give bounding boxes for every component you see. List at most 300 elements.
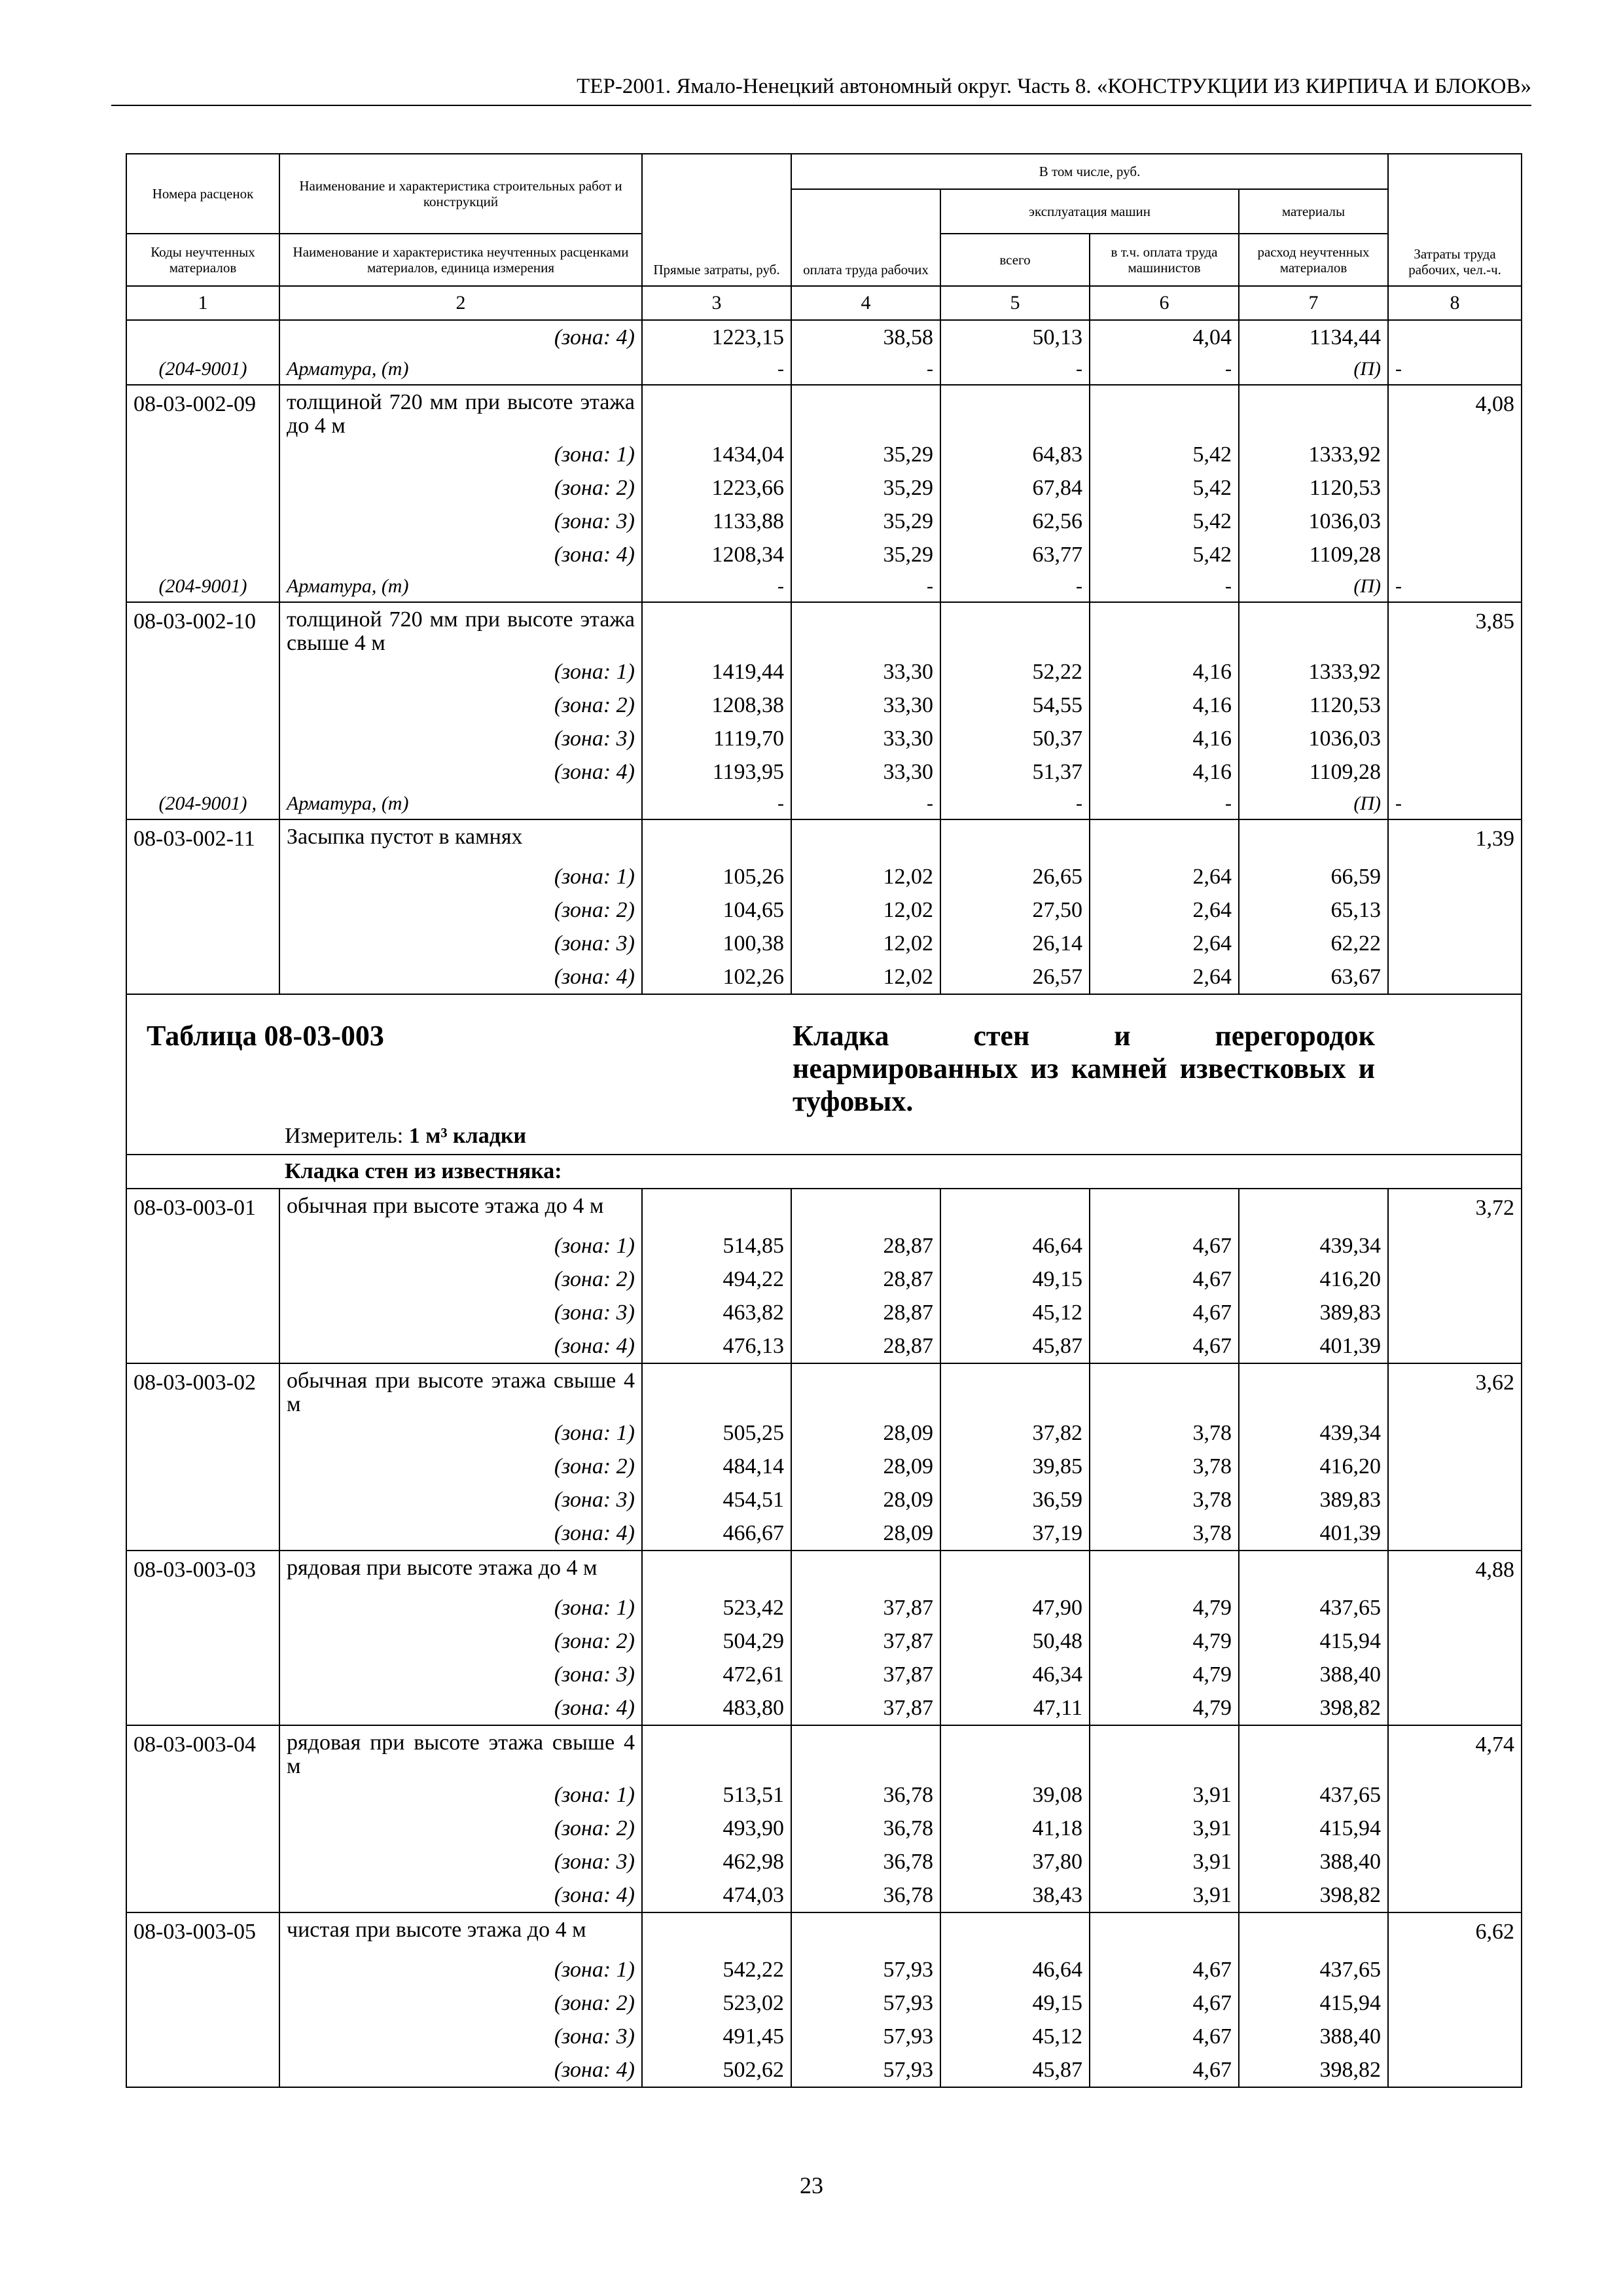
value-cell: 35,29 (791, 538, 940, 571)
zone-row (126, 538, 1522, 571)
value-cell: 416,20 (1239, 1450, 1388, 1483)
zone-label: (зона: 4) (279, 755, 642, 789)
code-cell (126, 1416, 279, 1450)
zone-label: (зона: 3) (279, 1658, 642, 1691)
col8-label: Затраты труда рабочих, чел.-ч. (1388, 154, 1522, 286)
value-cell: 28,87 (791, 1229, 940, 1263)
value-cell (940, 385, 1090, 438)
table-header (126, 154, 1522, 320)
value-cell: 462,98 (642, 1845, 791, 1878)
value-cell: 62,56 (940, 505, 1090, 538)
value-cell: 62,22 (1239, 927, 1388, 960)
value-cell (642, 1551, 791, 1591)
zone-label: (зона: 3) (279, 505, 642, 538)
machines-label: эксплуатация машин (940, 189, 1239, 234)
subheading-row (126, 1155, 1522, 1189)
value-cell: 41,18 (940, 1812, 1090, 1845)
value-cell (642, 1363, 791, 1416)
labor-cell (1388, 960, 1522, 994)
rate-code: 08-03-002-09 (126, 385, 279, 438)
value-cell: 1109,28 (1239, 755, 1388, 789)
value-cell (1090, 1725, 1239, 1778)
value-cell: 3,78 (1090, 1483, 1239, 1516)
value-cell: 398,82 (1239, 1878, 1388, 1912)
rate-code: 08-03-002-11 (126, 819, 279, 860)
zone-label: (зона: 1) (279, 1953, 642, 1986)
code-cell (126, 1329, 279, 1363)
value-cell: - (642, 354, 791, 385)
labor-cell (1388, 755, 1522, 789)
rate-description: толщиной 720 мм при высоте этажа до 4 м (279, 385, 642, 438)
value-cell: 2,64 (1090, 960, 1239, 994)
value-cell: 33,30 (791, 722, 940, 755)
rate-description: рядовая при высоте этажа до 4 м (279, 1551, 642, 1591)
rate-group-row (126, 1189, 1522, 1229)
value-cell: 437,65 (1239, 1953, 1388, 1986)
code-cell (126, 1591, 279, 1624)
value-cell: 57,93 (791, 1986, 940, 2020)
zone-row (126, 1329, 1522, 1363)
table-section-heading (126, 994, 1522, 1189)
labor-cell (1388, 1953, 1522, 1986)
value-cell: 401,39 (1239, 1329, 1388, 1363)
col3-label: Прямые затраты, руб. (642, 154, 791, 286)
page-header-title: ТЕР-2001. Ямало-Ненецкий автономный округ. Часть 8. «КОНСТРУКЦИИ ИЗ КИРПИЧА И БЛОКОВ» (577, 75, 1531, 98)
value-cell: 45,12 (940, 1296, 1090, 1329)
value-cell (642, 1725, 791, 1778)
value-cell: 4,16 (1090, 655, 1239, 689)
value-cell: 493,90 (642, 1812, 791, 1845)
zone-label: (зона: 3) (279, 2020, 642, 2053)
zone-label: (зона: 3) (279, 1483, 642, 1516)
value-cell: 67,84 (940, 471, 1090, 505)
value-cell: 5,42 (1090, 505, 1239, 538)
code-cell (126, 471, 279, 505)
labor-cell (1388, 1845, 1522, 1878)
code-cell (126, 1229, 279, 1263)
value-cell (1090, 819, 1239, 860)
code-cell (126, 893, 279, 927)
zone-row (126, 1812, 1522, 1845)
column-number: 7 (1239, 286, 1388, 320)
value-cell: 1119,70 (642, 722, 791, 755)
value-cell: 28,09 (791, 1483, 940, 1516)
value-cell: 2,64 (1090, 893, 1239, 927)
column-number: 2 (279, 286, 642, 320)
code-cell (126, 927, 279, 960)
labor-cell (1388, 1986, 1522, 2020)
value-cell: 494,22 (642, 1263, 791, 1296)
code-cell (126, 722, 279, 755)
value-cell: 102,26 (642, 960, 791, 994)
rate-code: 08-03-002-10 (126, 602, 279, 655)
value-cell: 66,59 (1239, 860, 1388, 893)
labor-cell (1388, 1658, 1522, 1691)
value-cell: 502,62 (642, 2053, 791, 2087)
value-cell: 1208,34 (642, 538, 791, 571)
material-code: (204-9001) (126, 789, 279, 819)
zone-label: (зона: 2) (279, 1450, 642, 1483)
section-title-row (126, 994, 1522, 1118)
value-cell: 26,14 (940, 927, 1090, 960)
value-cell (940, 1551, 1090, 1591)
labor-cell (1388, 438, 1522, 471)
value-cell: 4,16 (1090, 755, 1239, 789)
labor-cost: 1,39 (1388, 819, 1522, 860)
zone-row (126, 1878, 1522, 1912)
value-cell: 57,93 (791, 1953, 940, 1986)
code-cell (126, 655, 279, 689)
value-cell: 46,64 (940, 1229, 1090, 1263)
code-cell (126, 320, 279, 354)
code-cell (126, 438, 279, 471)
value-cell: 3,78 (1090, 1516, 1239, 1551)
value-cell: 415,94 (1239, 1986, 1388, 2020)
value-cell (940, 1912, 1090, 1953)
value-cell: 439,34 (1239, 1229, 1388, 1263)
column-numbers-row (126, 286, 1522, 320)
value-cell: 454,51 (642, 1483, 791, 1516)
value-cell: 4,79 (1090, 1591, 1239, 1624)
rate-group-row (126, 385, 1522, 438)
zone-row (126, 960, 1522, 994)
value-cell: 476,13 (642, 1329, 791, 1363)
zone-label: (зона: 1) (279, 1778, 642, 1812)
materials-label: материалы (1239, 189, 1388, 234)
labor-cell (1388, 722, 1522, 755)
value-cell: 57,93 (791, 2020, 940, 2053)
rate-group-row (126, 1912, 1522, 1953)
code-cell (126, 1845, 279, 1878)
zone-row (126, 1516, 1522, 1551)
zone-label: (зона: 2) (279, 1812, 642, 1845)
zone-label: (зона: 2) (279, 1986, 642, 2020)
value-cell (1239, 819, 1388, 860)
value-cell: 4,67 (1090, 1329, 1239, 1363)
value-cell (642, 819, 791, 860)
value-cell: 1036,03 (1239, 505, 1388, 538)
table-row (126, 320, 1522, 354)
code-cell (126, 1878, 279, 1912)
value-cell: 37,82 (940, 1416, 1090, 1450)
value-cell: 37,87 (791, 1658, 940, 1691)
material-row (126, 571, 1522, 602)
column-number: 3 (642, 286, 791, 320)
value-cell: 483,80 (642, 1691, 791, 1725)
value-cell (1239, 1551, 1388, 1591)
value-cell: 1223,66 (642, 471, 791, 505)
code-cell (126, 1483, 279, 1516)
labor-cell (1388, 471, 1522, 505)
value-cell: - (791, 354, 940, 385)
rate-code: 08-03-003-04 (126, 1725, 279, 1778)
labor-cell (1388, 1591, 1522, 1624)
value-cell: 33,30 (791, 755, 940, 789)
labor-cell (1388, 860, 1522, 893)
value-cell: 12,02 (791, 893, 940, 927)
value-cell (1090, 1189, 1239, 1229)
zone-label: (зона: 2) (279, 471, 642, 505)
value-cell: 27,50 (940, 893, 1090, 927)
value-cell: 513,51 (642, 1778, 791, 1812)
zone-label: (зона: 4) (279, 1516, 642, 1551)
code-cell (126, 1624, 279, 1658)
rate-group-row (126, 1725, 1522, 1778)
code-cell (126, 2020, 279, 2053)
labor-cell (1388, 1416, 1522, 1450)
value-cell: 47,11 (940, 1691, 1090, 1725)
value-cell: 33,30 (791, 655, 940, 689)
code-cell (126, 1450, 279, 1483)
value-cell: 39,08 (940, 1778, 1090, 1812)
code-cell (126, 1953, 279, 1986)
labor-cost: 3,72 (1388, 1189, 1522, 1229)
zone-row (126, 1691, 1522, 1725)
zone-row (126, 689, 1522, 722)
value-cell: 36,78 (791, 1878, 940, 1912)
value-cell: 398,82 (1239, 1691, 1388, 1725)
code-cell (126, 960, 279, 994)
value-cell: 3,91 (1090, 1845, 1239, 1878)
value-cell: 504,29 (642, 1624, 791, 1658)
col7-label: расход неучтенных материалов (1239, 234, 1388, 286)
labor-cost: 3,85 (1388, 602, 1522, 655)
labor-cell (1388, 689, 1522, 722)
zone-label: (зона: 2) (279, 893, 642, 927)
value-cell: 523,02 (642, 1986, 791, 2020)
zone-label: (зона: 1) (279, 438, 642, 471)
value-cell: 39,85 (940, 1450, 1090, 1483)
zone-row (126, 1953, 1522, 1986)
labor-cost: 6,62 (1388, 1912, 1522, 1953)
value-cell: - (642, 789, 791, 819)
value-cell: 45,12 (940, 2020, 1090, 2053)
table-body-part-2 (126, 1189, 1522, 2087)
column-number: 8 (1388, 286, 1522, 320)
value-cell (1239, 1725, 1388, 1778)
labor-cell (1388, 1483, 1522, 1516)
rate-description: обычная при высоте этажа свыше 4 м (279, 1363, 642, 1416)
labor-cell (1388, 1263, 1522, 1296)
value-cell: 50,37 (940, 722, 1090, 755)
value-cell: 1333,92 (1239, 655, 1388, 689)
value-cell: 35,29 (791, 505, 940, 538)
zone-label: (зона: 3) (279, 927, 642, 960)
value-cell: 50,48 (940, 1624, 1090, 1658)
value-cell: 63,67 (1239, 960, 1388, 994)
value-cell: 45,87 (940, 1329, 1090, 1363)
col6-label: в т.ч. оплата труда машинистов (1090, 234, 1239, 286)
subheading: Кладка стен из известняка: (279, 1155, 1388, 1189)
header-rule (111, 105, 1531, 106)
value-cell: 463,82 (642, 1296, 791, 1329)
zone-row (126, 860, 1522, 893)
zone-label: (зона: 4) (279, 1691, 642, 1725)
value-cell: 472,61 (642, 1658, 791, 1691)
value-cell: 12,02 (791, 960, 940, 994)
zone-row (126, 655, 1522, 689)
labor-cost: 4,74 (1388, 1725, 1522, 1778)
value-cell: 1109,28 (1239, 538, 1388, 571)
rate-description: Засыпка пустот в камнях (279, 819, 642, 860)
value-cell: - (940, 789, 1090, 819)
table-number-title: Таблица 08-03-003 (147, 1020, 384, 1052)
value-cell: 388,40 (1239, 1845, 1388, 1878)
labor-cell (1388, 1778, 1522, 1812)
value-cell: 100,38 (642, 927, 791, 960)
zone-row (126, 893, 1522, 927)
zone-row (126, 1483, 1522, 1516)
value-cell: 491,45 (642, 2020, 791, 2053)
value-cell: 1193,95 (642, 755, 791, 789)
rate-description: чистая при высоте этажа до 4 м (279, 1912, 642, 1953)
value-cell: 45,87 (940, 2053, 1090, 2087)
labor-cell (1388, 893, 1522, 927)
code-cell (126, 1296, 279, 1329)
rate-code: 08-03-003-01 (126, 1189, 279, 1229)
zone-label: (зона: 4) (279, 2053, 642, 2087)
rate-group-row (126, 1363, 1522, 1416)
labor-cell (1388, 538, 1522, 571)
value-cell: 1133,88 (642, 505, 791, 538)
value-cell: 416,20 (1239, 1263, 1388, 1296)
zone-row (126, 722, 1522, 755)
rate-code: 08-03-003-05 (126, 1912, 279, 1953)
value-cell (940, 1725, 1090, 1778)
value-cell: 49,15 (940, 1986, 1090, 2020)
value-cell: 542,22 (642, 1953, 791, 1986)
value-cell (940, 602, 1090, 655)
value-cell: 4,16 (1090, 689, 1239, 722)
code-cell (126, 1516, 279, 1551)
value-cell: - (1388, 354, 1522, 385)
zone-row (126, 1658, 1522, 1691)
value-cell: 3,78 (1090, 1450, 1239, 1483)
value-cell (1239, 1912, 1388, 1953)
zone-row (126, 1296, 1522, 1329)
labor-cost: 4,08 (1388, 385, 1522, 438)
value-cell: 37,87 (791, 1624, 940, 1658)
value-cell: 28,09 (791, 1450, 940, 1483)
value-cell: 46,34 (940, 1658, 1090, 1691)
rate-description: рядовая при высоте этажа свыше 4 м (279, 1725, 642, 1778)
value-cell (642, 602, 791, 655)
value-cell: 398,82 (1239, 2053, 1388, 2087)
value-cell: 4,79 (1090, 1624, 1239, 1658)
zone-row (126, 1624, 1522, 1658)
value-cell: 4,67 (1090, 1953, 1239, 1986)
value-cell (642, 385, 791, 438)
labor-cell (1388, 655, 1522, 689)
value-cell: 54,55 (940, 689, 1090, 722)
zone-label: (зона: 2) (279, 1624, 642, 1658)
page-number: 23 (800, 2172, 823, 2198)
value-cell (940, 819, 1090, 860)
value-cell: 28,87 (791, 1263, 940, 1296)
zone-label: (зона: 3) (279, 1296, 642, 1329)
zone-row (126, 927, 1522, 960)
value-cell: 49,15 (940, 1263, 1090, 1296)
code-cell (126, 1986, 279, 2020)
value-cell: 105,26 (642, 860, 791, 893)
zone-row (126, 2020, 1522, 2053)
labor-cell (1388, 1229, 1522, 1263)
value-cell: 439,34 (1239, 1416, 1388, 1450)
labor-cell (1388, 505, 1522, 538)
value-cell: (П) (1239, 354, 1388, 385)
value-cell: 2,64 (1090, 860, 1239, 893)
value-cell: 37,19 (940, 1516, 1090, 1551)
labor-cell (1388, 1450, 1522, 1483)
zone-label: (зона: 4) (279, 1878, 642, 1912)
labor-cell (1388, 1691, 1522, 1725)
col1-top-label: Номера расценок (126, 154, 279, 234)
zone-label: (зона: 3) (279, 722, 642, 755)
zone-label: (зона: 2) (279, 689, 642, 722)
value-cell (791, 1363, 940, 1416)
value-cell: 51,37 (940, 755, 1090, 789)
value-cell: 3,91 (1090, 1812, 1239, 1845)
value-cell (1090, 1551, 1239, 1591)
zone-row (126, 1450, 1522, 1483)
value-cell (1239, 385, 1388, 438)
rates-table (126, 153, 1522, 2088)
incl-label: В том числе, руб. (791, 154, 1388, 189)
value-cell: 26,57 (940, 960, 1090, 994)
value-cell: 389,83 (1239, 1483, 1388, 1516)
material-row (126, 789, 1522, 819)
value-cell (1090, 1363, 1239, 1416)
value-cell: 1120,53 (1239, 471, 1388, 505)
value-cell: 4,67 (1090, 1986, 1239, 2020)
column-number: 1 (126, 286, 279, 320)
col2-bottom-label: Наименование и характеристика неучтенных расценками материалов, единица измерения (279, 234, 642, 286)
value-cell: 35,29 (791, 438, 940, 471)
value-cell: 1134,44 (1239, 320, 1388, 354)
zone-label: (зона: 1) (279, 860, 642, 893)
value-cell: 3,78 (1090, 1416, 1239, 1450)
value-cell: 46,64 (940, 1953, 1090, 1986)
value-cell: 37,87 (791, 1691, 940, 1725)
value-cell: 1333,92 (1239, 438, 1388, 471)
value-cell: 4,16 (1090, 722, 1239, 755)
value-cell (1239, 1189, 1388, 1229)
zone-row (126, 1986, 1522, 2020)
value-cell (1090, 1912, 1239, 1953)
labor-cell (1388, 2053, 1522, 2087)
value-cell (791, 1725, 940, 1778)
value-cell: 1434,04 (642, 438, 791, 471)
material-code: (204-9001) (126, 354, 279, 385)
labor-cell (1388, 1296, 1522, 1329)
value-cell: 26,65 (940, 860, 1090, 893)
value-cell: 1120,53 (1239, 689, 1388, 722)
value-cell: 415,94 (1239, 1812, 1388, 1845)
table-body-part-1 (126, 320, 1522, 994)
zone-row (126, 1845, 1522, 1878)
zone-row (126, 1263, 1522, 1296)
table-subject-title: Кладка стен и перегородок неармированных из камней известковых и туфовых. (793, 1020, 1376, 1117)
value-cell: 523,42 (642, 1591, 791, 1624)
code-cell (126, 538, 279, 571)
value-cell: 437,65 (1239, 1778, 1388, 1812)
value-cell: 50,13 (940, 320, 1090, 354)
labor-cell (1388, 1516, 1522, 1551)
value-cell: 63,77 (940, 538, 1090, 571)
value-cell: 36,59 (940, 1483, 1090, 1516)
value-cell: 5,42 (1090, 538, 1239, 571)
value-cell: - (1090, 571, 1239, 602)
